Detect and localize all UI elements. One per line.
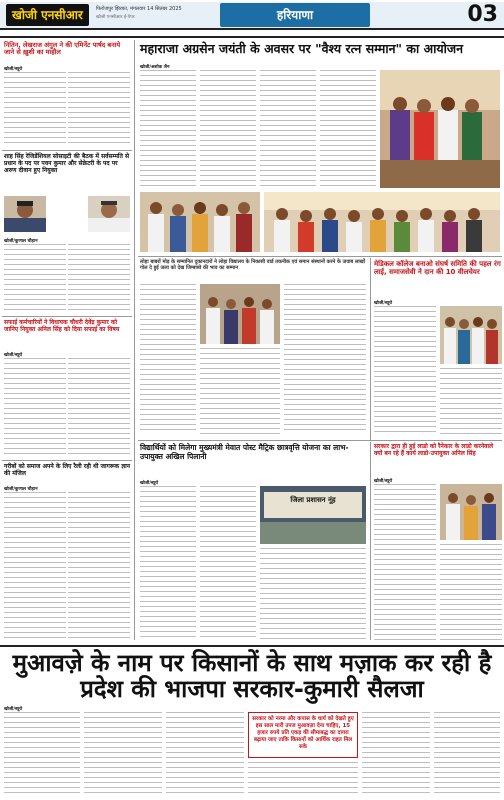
story-body <box>260 70 316 188</box>
story-body <box>440 544 502 640</box>
page-number: 03 <box>467 2 498 27</box>
story-body <box>374 484 436 640</box>
story-body <box>284 284 366 434</box>
story-divider <box>138 440 502 441</box>
story-body <box>140 486 196 640</box>
column-divider <box>370 442 371 640</box>
issue-date: फिरोजपुर झिरका, मंगलवार 14 सितंबर 2025 <box>96 6 182 12</box>
person-photo <box>88 196 130 232</box>
person-photo <box>4 196 46 232</box>
story-headline: मेडिकल कॉलेज बनाओ संघर्ष समिति की पहल रंग लाई, समाजसेवी ने दान की 10 वीलचेयर <box>374 260 501 277</box>
story-divider <box>2 316 132 317</box>
story-body <box>200 70 256 188</box>
story-body <box>260 548 366 640</box>
story-headline: सफाई कर्मचारियों ने विधायक चौधरी देवेंद्र कुमार को जानिए नियुक्त अनिल सिंह को दिया सफाई का विषय <box>4 319 120 333</box>
story-body <box>440 368 502 434</box>
event-photo <box>380 70 500 188</box>
issue-subtitle: खोजी एनसीआर ई-पेपर <box>96 15 135 20</box>
story-body <box>4 492 66 640</box>
story-headline: शाह सिंह रेजिडेंशियल सोसाइटी की बैठक में सर्वसम्मति से प्रधान के पद पर पवन कुमार और सेक्रेटरी के पद पर अरुण दीवान हुए नियुक्त <box>4 153 130 174</box>
column-divider <box>370 258 371 440</box>
pull-quote-box <box>248 712 358 758</box>
story-body <box>140 284 196 434</box>
story-body <box>362 712 430 796</box>
story-body <box>68 244 130 312</box>
photo-strip-caption: लोहा बाबरों मोड़ के सम्मानित दुकानदारों ने लोहा विद्यालय के निकासी वार्ड तकनीक एवं समान संस्थानों करने के जवाब लाखों गोल दे हुई जला को देख जिम्बाब्वे की भाव का सम्मान <box>140 259 366 271</box>
story-byline: खोजी/ब्यूरो <box>4 353 23 358</box>
story-divider <box>2 460 132 461</box>
event-photo <box>264 192 500 252</box>
column-divider <box>134 40 135 640</box>
story-divider <box>2 150 132 151</box>
story-byline: खोजी/ब्यूरो <box>4 67 23 72</box>
story-headline: गरीबों को समाज अपने के लिए रैली रही थी जागरूक ज्ञान की मंजिल <box>4 463 130 477</box>
story-byline: खोजी/ब्यूरो <box>140 481 159 486</box>
event-photo <box>200 284 280 344</box>
event-photo <box>440 306 502 364</box>
office-sign-photo <box>260 486 366 544</box>
office-sign-text: जिला प्रशासन नूंह <box>290 496 336 504</box>
story-divider <box>138 256 502 257</box>
section-title: हरियाणा <box>220 3 370 27</box>
story-body <box>4 244 66 312</box>
masthead <box>0 0 504 36</box>
story-body <box>166 712 244 796</box>
story-headline: विद्यार्थियों को मिलेगा मुख्यमंत्री मेवात पोस्ट मैट्रिक छात्रवृत्ति योजना का लाभ-उपायुक्त अखिल पिलानी <box>140 443 349 461</box>
story-body <box>140 70 196 188</box>
story-byline: खोजी/ब्यूरो <box>374 301 393 306</box>
story-body <box>320 70 376 188</box>
story-body <box>374 306 436 434</box>
story-body <box>248 762 358 796</box>
story-body <box>434 712 500 796</box>
story-body <box>68 72 130 146</box>
event-photo <box>140 192 260 252</box>
story-body <box>200 348 280 434</box>
story-byline: खोजी/अशोक जैन <box>140 65 170 70</box>
story-byline: खोजी/ब्यूरो <box>4 707 23 712</box>
header-divider <box>0 36 504 38</box>
main-headline: महाराजा अग्रसेन जयंती के अवसर पर "वैश्य रत्न सम्मान" का आयोजन <box>140 41 464 56</box>
story-body <box>4 72 66 146</box>
story-body <box>68 492 130 640</box>
story-byline: खोजी/कुणाल चौहान <box>4 239 38 244</box>
story-body <box>68 358 130 456</box>
story-body <box>84 712 162 796</box>
newspaper-logo: खोजी एनसीआर <box>6 4 89 26</box>
bottom-headline: मुआवज़े के नाम पर किसानों के साथ मज़ाक कर रही है प्रदेश की भाजपा सरकार-कुमारी सैलजा <box>12 649 492 703</box>
event-photo <box>440 484 502 540</box>
pull-quote: सरकार को नरमा और कपास के धार्य को देखते हुए इस साल मारी उपज मुआवज़ा देना चाहिए, 15 हजार रुपये प्रति एकड़ की सीमाबद्ध का दायरा बढ़ाया जाए ताकि किसानों को आर्थिक राहत मिल सके <box>252 716 354 750</box>
story-byline: खोजी/ब्यूरो <box>374 479 393 484</box>
story-body <box>4 358 66 456</box>
story-body <box>4 712 80 796</box>
story-byline: खोजी/कुणाल चौहान <box>4 487 38 492</box>
story-headline: नितिन, लेखराज अंगुल ने की एमिनेंट पार्षद बनाये जाने से ख़ुशी का माहौल <box>4 41 121 57</box>
story-headline: सरकार द्वारा ही हुई लाडो को रैनेकार के लाडो करनेवाले क्यों बन रहे हैं कार्य लाडो-उपायुक्त अनिल सिंह <box>374 443 494 457</box>
story-body <box>200 486 256 640</box>
